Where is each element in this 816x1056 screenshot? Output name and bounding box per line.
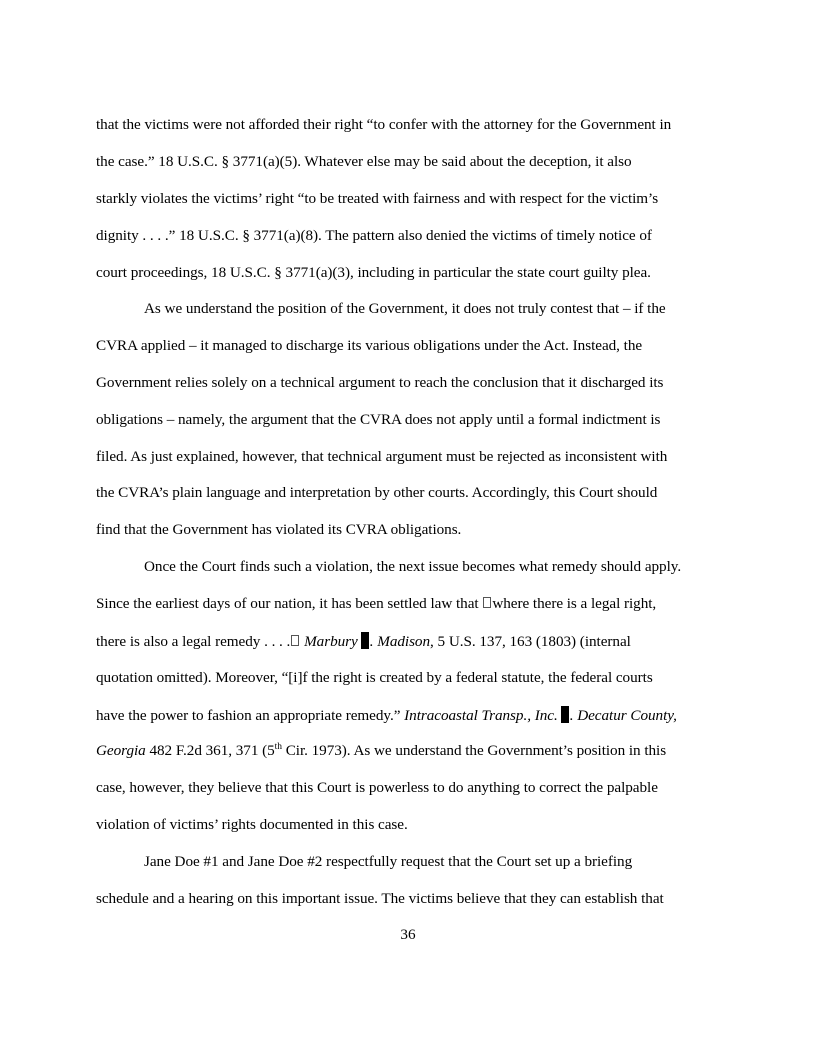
redaction-bar (561, 706, 569, 723)
body-text-line: find that the Government has violated its CVRA obligations. (96, 521, 462, 538)
body-text-line: the case.” 18 U.S.C. § 3771(a)(5). Whatever else may be said about the deception, it also (96, 153, 632, 170)
page-number: 36 (400, 926, 416, 943)
body-text-line: violation of victims’ rights documented in this case. (96, 816, 408, 833)
paragraph-start-line: Jane Doe #1 and Jane Doe #2 respectfully request that the Court set up a briefing (144, 853, 633, 870)
body-text-line (96, 742, 666, 760)
paragraph-start-line: Once the Court finds such a violation, the next issue becomes what remedy should apply. (144, 558, 682, 575)
text-segment: have the power to fashion an appropriate remedy.” (96, 707, 405, 724)
body-text-line: filed. As just explained, however, that technical argument must be rejected as inconsistent with (96, 448, 668, 465)
case-name: Intracoastal Transp., Inc. (404, 707, 558, 724)
body-text-line (96, 595, 656, 613)
text-segment: Cir. 1973). As we understand the Government’s position in this (281, 742, 667, 759)
missing-glyph-icon (291, 635, 299, 646)
body-text-line: CVRA applied – it managed to discharge its various obligations under the Act. Instead, the (96, 337, 643, 354)
redaction-bar (361, 632, 369, 649)
body-text-line: the CVRA’s plain language and interpretation by other courts. Accordingly, this Court should (96, 484, 658, 501)
body-text-line: schedule and a hearing on this important issue. The victims believe that they can establish that (96, 890, 664, 907)
case-name: . Decatur County, (569, 707, 677, 724)
ordinal-superscript: th (274, 742, 282, 752)
body-text-line: Government relies solely on a technical argument to reach the conclusion that it discharged its (96, 374, 664, 391)
body-text-line: quotation omitted). Moreover, “[i]f the right is created by a federal statute, the federal courts (96, 669, 653, 686)
body-text-line: court proceedings, 18 U.S.C. § 3771(a)(3), including in particular the state court guilty plea. (96, 264, 651, 281)
body-text-line: that the victims were not afforded their right “to confer with the attorney for the Government in (96, 116, 672, 133)
body-text-line: dignity . . . .” 18 U.S.C. § 3771(a)(8). The pattern also denied the victims of timely notice of (96, 227, 652, 244)
case-name: . Madison (369, 633, 431, 650)
body-text-line: obligations – namely, the argument that the CVRA does not apply until a formal indictment is (96, 411, 661, 428)
text-segment: there is also a legal remedy . . . . (96, 633, 291, 650)
text-segment: , 5 U.S. 137, 163 (1803) (internal (430, 633, 631, 650)
body-text-line (96, 632, 631, 651)
body-text-line: case, however, they believe that this Court is powerless to do anything to correct the palpable (96, 779, 658, 796)
text-segment: where there is a legal right, (492, 595, 657, 612)
case-name: Marbury (304, 633, 358, 650)
missing-glyph-icon (483, 597, 491, 608)
case-name: Georgia (96, 742, 146, 759)
text-segment: Since the earliest days of our nation, it has been settled law that (96, 595, 483, 612)
body-text-line: starkly violates the victims’ right “to be treated with fairness and with respect for the victim’s (96, 190, 659, 207)
paragraph-start-line: As we understand the position of the Government, it does not truly contest that – if the (144, 300, 666, 317)
text-segment: 482 F.2d 361, 371 (5 (145, 742, 275, 759)
body-text-line (96, 706, 677, 725)
